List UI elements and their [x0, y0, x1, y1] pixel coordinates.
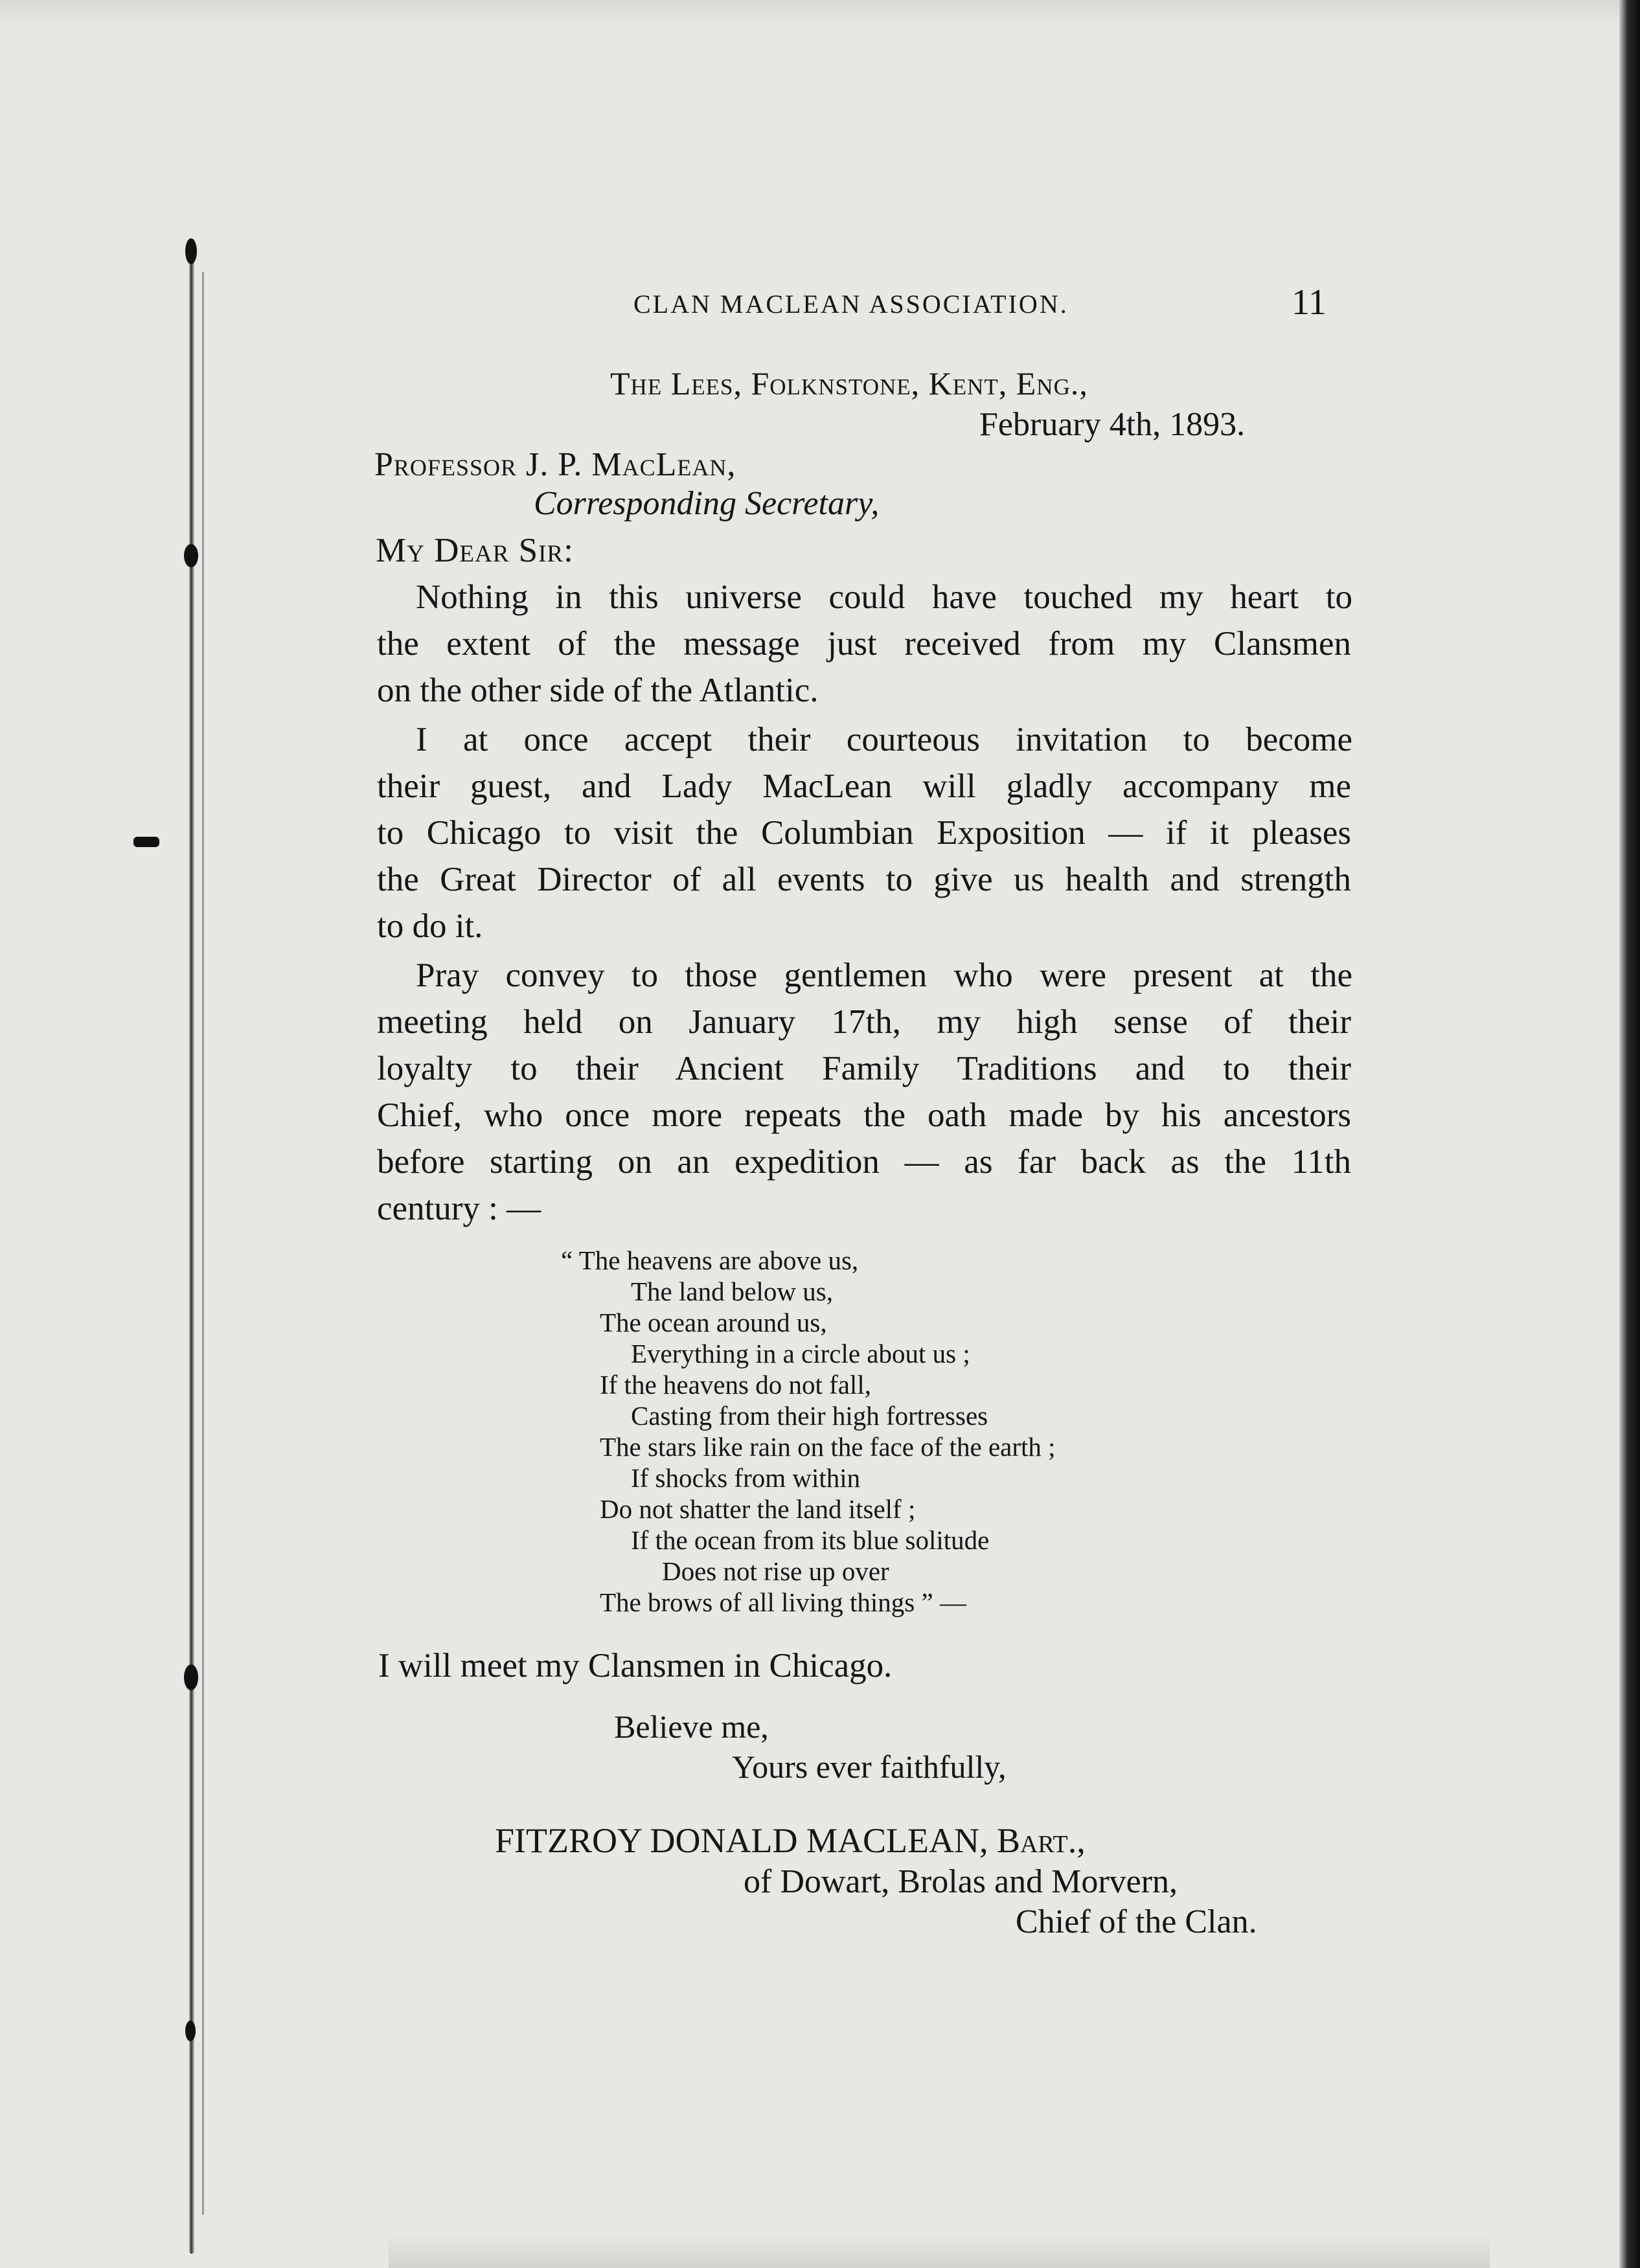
- body-line: the Great Director of all events to give us health and strength: [377, 861, 1351, 898]
- date-line: February 4th, 1893.: [979, 406, 1246, 443]
- salutation: My Dear Sir:: [376, 532, 574, 569]
- body-line: I at once accept their courteous invitation to become: [416, 721, 1352, 758]
- verse-line: If the heavens do not fall,: [600, 1370, 871, 1400]
- address-line: The Lees, Folknstone, Kent, Eng.,: [610, 365, 1088, 402]
- body-line: their guest, and Lady MacLean will gladly accompany me: [377, 767, 1351, 805]
- body-line: before starting on an expedition — as far back as the 11th: [377, 1143, 1351, 1181]
- binding-stitch-line: [189, 240, 194, 2254]
- binding-stitch: [133, 837, 159, 847]
- verse-line: If shocks from within: [631, 1463, 861, 1493]
- valediction-believe: Believe me,: [614, 1708, 769, 1745]
- binding-stitch: [185, 238, 197, 264]
- verse-line: The stars like rain on the face of the earth ;: [600, 1432, 1056, 1462]
- binding-stitch: [185, 2021, 196, 2041]
- body-line: century : —: [377, 1190, 541, 1227]
- verse-line: Do not shatter the land itself ;: [600, 1494, 916, 1524]
- verse-line: The ocean around us,: [600, 1308, 827, 1337]
- bottom-shadow: [389, 2234, 1490, 2268]
- signature-line: [495, 1817, 1086, 1864]
- verse-line: Everything in a circle about us ;: [631, 1339, 970, 1368]
- verse-line: Casting from their high fortresses: [631, 1401, 988, 1431]
- running-title: CLAN MACLEAN ASSOCIATION.: [633, 289, 1069, 319]
- binding-inner-line: [202, 272, 204, 2215]
- body-line: to Chicago to visit the Columbian Exposition — if it pleases: [377, 814, 1351, 852]
- body-line: the extent of the message just received from my Clansmen: [377, 625, 1351, 663]
- body-line: loyalty to their Ancient Family Traditions and to their: [377, 1050, 1351, 1087]
- verse-line: The land below us,: [631, 1276, 833, 1306]
- body-line: Pray convey to those gentlemen who were present at the: [416, 957, 1352, 994]
- signature-chief: Chief of the Clan.: [1016, 1903, 1257, 1940]
- top-shadow: [0, 0, 1640, 26]
- page-number: 11: [1292, 282, 1327, 323]
- signature-suffix: Bart.,: [996, 1821, 1086, 1860]
- verse-line: The brows of all living things ” —: [600, 1587, 966, 1617]
- body-line: Chief, who once more repeats the oath made by his ancestors: [377, 1096, 1351, 1134]
- recipient-title: Corresponding Secretary,: [534, 485, 880, 522]
- binding-stitch: [184, 1664, 198, 1690]
- body-line: Nothing in this universe could have touched my heart to: [416, 578, 1352, 616]
- page-edge-shadow: [1619, 0, 1640, 2268]
- verse-line: “ The heavens are above us,: [561, 1245, 859, 1275]
- verse-line: If the ocean from its blue solitude: [631, 1525, 990, 1555]
- binding-stitch: [184, 544, 198, 567]
- verse-line: Does not rise up over: [662, 1556, 889, 1586]
- body-line: on the other side of the Atlantic.: [377, 672, 819, 709]
- valediction-yours: Yours ever faithfully,: [732, 1749, 1007, 1785]
- body-line: to do it.: [377, 907, 483, 945]
- signature-estates: of Dowart, Brolas and Morvern,: [744, 1863, 1178, 1900]
- recipient-name: Professor J. P. MacLean,: [374, 446, 736, 483]
- signature-name: FITZROY DONALD MACLEAN,: [495, 1821, 988, 1860]
- closing-statement: I will meet my Clansmen in Chicago.: [378, 1647, 893, 1684]
- body-line: meeting held on January 17th, my high sense of their: [377, 1003, 1351, 1041]
